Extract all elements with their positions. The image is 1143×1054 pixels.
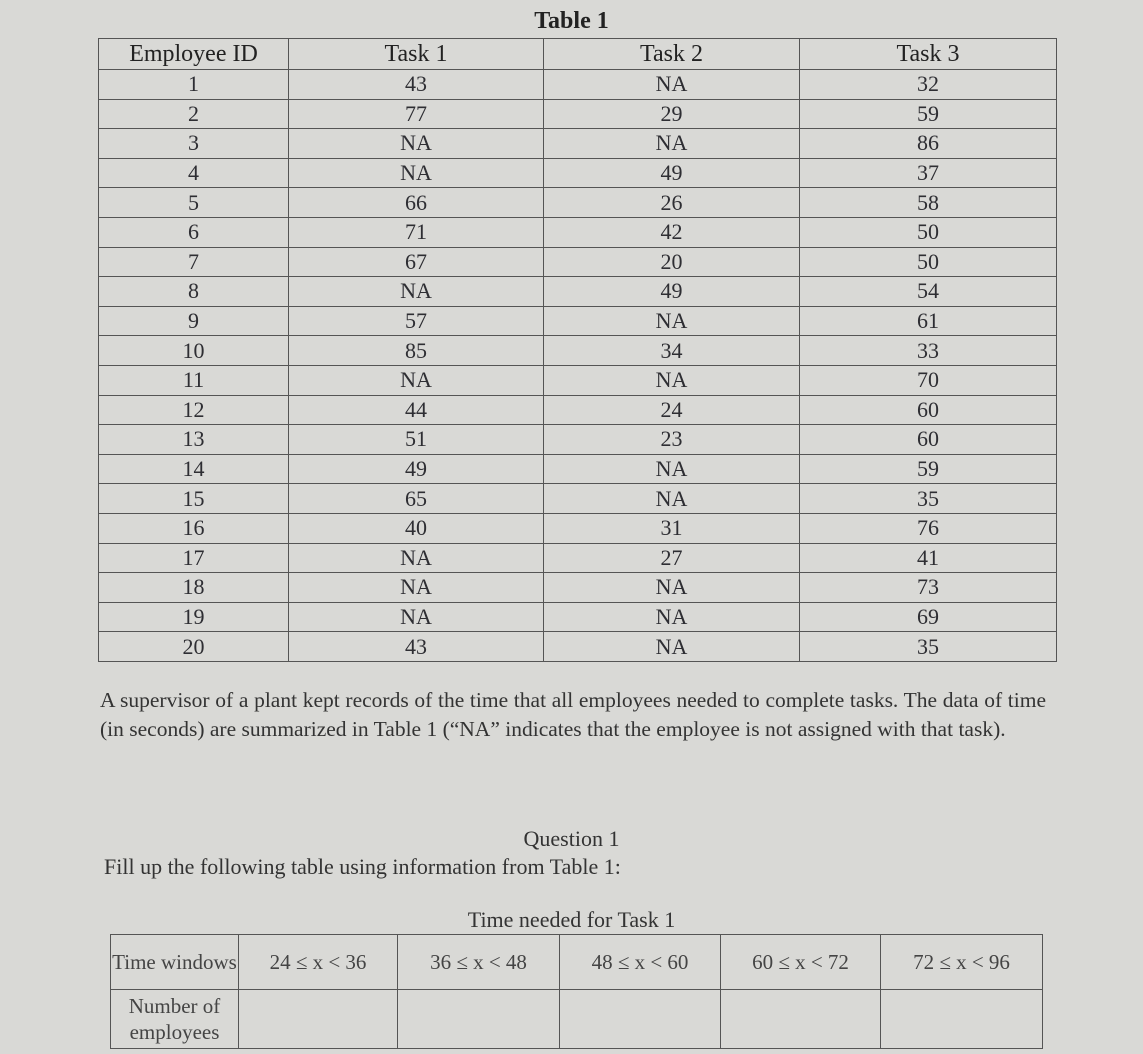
window-cell: 24 ≤ x < 36 [239,935,398,990]
task1-cell: NA [289,158,544,188]
task1-cell: NA [289,277,544,307]
task3-cell: 76 [800,513,1057,543]
employee-id-cell: 17 [99,543,289,573]
task2-cell: 34 [544,336,800,366]
question-heading: Question 1 [523,826,620,851]
employee-id-cell: 1 [99,70,289,100]
table1-row [99,306,1057,336]
number-of-employees-label: Number of employees [111,990,239,1049]
table1 [98,38,1057,662]
table1-row [99,573,1057,603]
header-task-3: Task 3 [800,39,1057,70]
table1-row [99,217,1057,247]
employee-id-cell: 5 [99,188,289,218]
task1-cell: 71 [289,217,544,247]
table1-row [99,247,1057,277]
employee-id-cell: 12 [99,395,289,425]
time-windows-row [111,935,1043,990]
employee-id-cell: 16 [99,513,289,543]
task1-cell: 67 [289,247,544,277]
employee-id-cell: 4 [99,158,289,188]
task3-cell: 59 [800,454,1057,484]
table1-row [99,425,1057,455]
task3-cell: 50 [800,217,1057,247]
employee-id-cell: 3 [99,129,289,159]
task2-cell: 24 [544,395,800,425]
task1-cell: NA [289,365,544,395]
task3-cell: 37 [800,158,1057,188]
table1-row [99,632,1057,662]
task2-cell: 20 [544,247,800,277]
task3-cell: 35 [800,632,1057,662]
employee-id-cell: 10 [99,336,289,366]
task3-cell: 41 [800,543,1057,573]
task1-cell: 44 [289,395,544,425]
task1-cell: 57 [289,306,544,336]
table1-row [99,484,1057,514]
table1-row [99,336,1057,366]
task3-cell: 59 [800,99,1057,129]
task1-cell: NA [289,602,544,632]
task1-cell: NA [289,573,544,603]
task3-cell: 35 [800,484,1057,514]
task2-cell: 26 [544,188,800,218]
window-cell: 60 ≤ x < 72 [721,935,881,990]
table1-header-row [99,39,1057,70]
task1-cell: 40 [289,513,544,543]
task2-cell: 42 [544,217,800,247]
window-cell: 72 ≤ x < 96 [881,935,1043,990]
task2-cell: 29 [544,99,800,129]
table1-row [99,513,1057,543]
employee-id-cell: 18 [99,573,289,603]
employee-id-cell: 13 [99,425,289,455]
table2 [110,934,1043,1049]
task2-cell: 23 [544,425,800,455]
count-cell[interactable] [560,990,721,1049]
table1-row [99,454,1057,484]
task3-cell: 61 [800,306,1057,336]
task3-cell: 60 [800,425,1057,455]
task2-cell: NA [544,306,800,336]
header-employee-id: Employee ID [99,39,289,70]
task1-cell: 49 [289,454,544,484]
task1-cell: 43 [289,632,544,662]
task3-cell: 32 [800,70,1057,100]
task2-cell: NA [544,365,800,395]
employee-id-cell: 19 [99,602,289,632]
table2-caption: Time needed for Task 1 [467,907,676,932]
table1-row [99,70,1057,100]
task1-cell: 43 [289,70,544,100]
task2-cell: 27 [544,543,800,573]
employee-id-cell: 14 [99,454,289,484]
employee-id-cell: 15 [99,484,289,514]
table1-row [99,395,1057,425]
count-cell[interactable] [398,990,560,1049]
task2-cell: NA [544,484,800,514]
task2-cell: NA [544,602,800,632]
task2-cell: NA [544,129,800,159]
time-windows-label: Time windows [111,935,239,990]
employee-id-cell: 20 [99,632,289,662]
employee-id-cell: 7 [99,247,289,277]
task3-cell: 58 [800,188,1057,218]
task2-cell: NA [544,454,800,484]
employee-id-cell: 6 [99,217,289,247]
table1-row [99,277,1057,307]
employee-id-cell: 9 [99,306,289,336]
window-cell: 48 ≤ x < 60 [560,935,721,990]
task1-cell: 51 [289,425,544,455]
task1-cell: 77 [289,99,544,129]
task3-cell: 50 [800,247,1057,277]
task2-cell: 49 [544,158,800,188]
task1-cell: 85 [289,336,544,366]
task1-cell: NA [289,543,544,573]
task1-cell: NA [289,129,544,159]
task3-cell: 73 [800,573,1057,603]
task3-cell: 33 [800,336,1057,366]
task3-cell: 70 [800,365,1057,395]
table1-row [99,158,1057,188]
table1-row [99,188,1057,218]
table1-row [99,543,1057,573]
task3-cell: 60 [800,395,1057,425]
task2-cell: 31 [544,513,800,543]
task2-cell: NA [544,632,800,662]
employee-id-cell: 2 [99,99,289,129]
header-task-1: Task 1 [289,39,544,70]
number-of-employees-row [111,990,1043,1049]
header-task-2: Task 2 [544,39,800,70]
task2-cell: NA [544,70,800,100]
task3-cell: 69 [800,602,1057,632]
count-cell[interactable] [881,990,1043,1049]
question-text: Fill up the following table using information from Table 1: [104,854,621,879]
count-cell[interactable] [239,990,398,1049]
table1-title: Table 1 [534,8,609,34]
task3-cell: 54 [800,277,1057,307]
employee-id-cell: 11 [99,365,289,395]
task1-cell: 65 [289,484,544,514]
table1-row [99,129,1057,159]
table1-row [99,99,1057,129]
task2-cell: NA [544,573,800,603]
count-cell[interactable] [721,990,881,1049]
table1-row [99,602,1057,632]
task3-cell: 86 [800,129,1057,159]
task2-cell: 49 [544,277,800,307]
window-cell: 36 ≤ x < 48 [398,935,560,990]
task1-cell: 66 [289,188,544,218]
description-paragraph: A supervisor of a plant kept records of the time that all employees needed to complete tasks. The data of time (in seconds) are summarized in Table 1 (“NA” indicates that the employee is not assigned with that task). [100,688,1046,741]
employee-id-cell: 8 [99,277,289,307]
table1-row [99,365,1057,395]
